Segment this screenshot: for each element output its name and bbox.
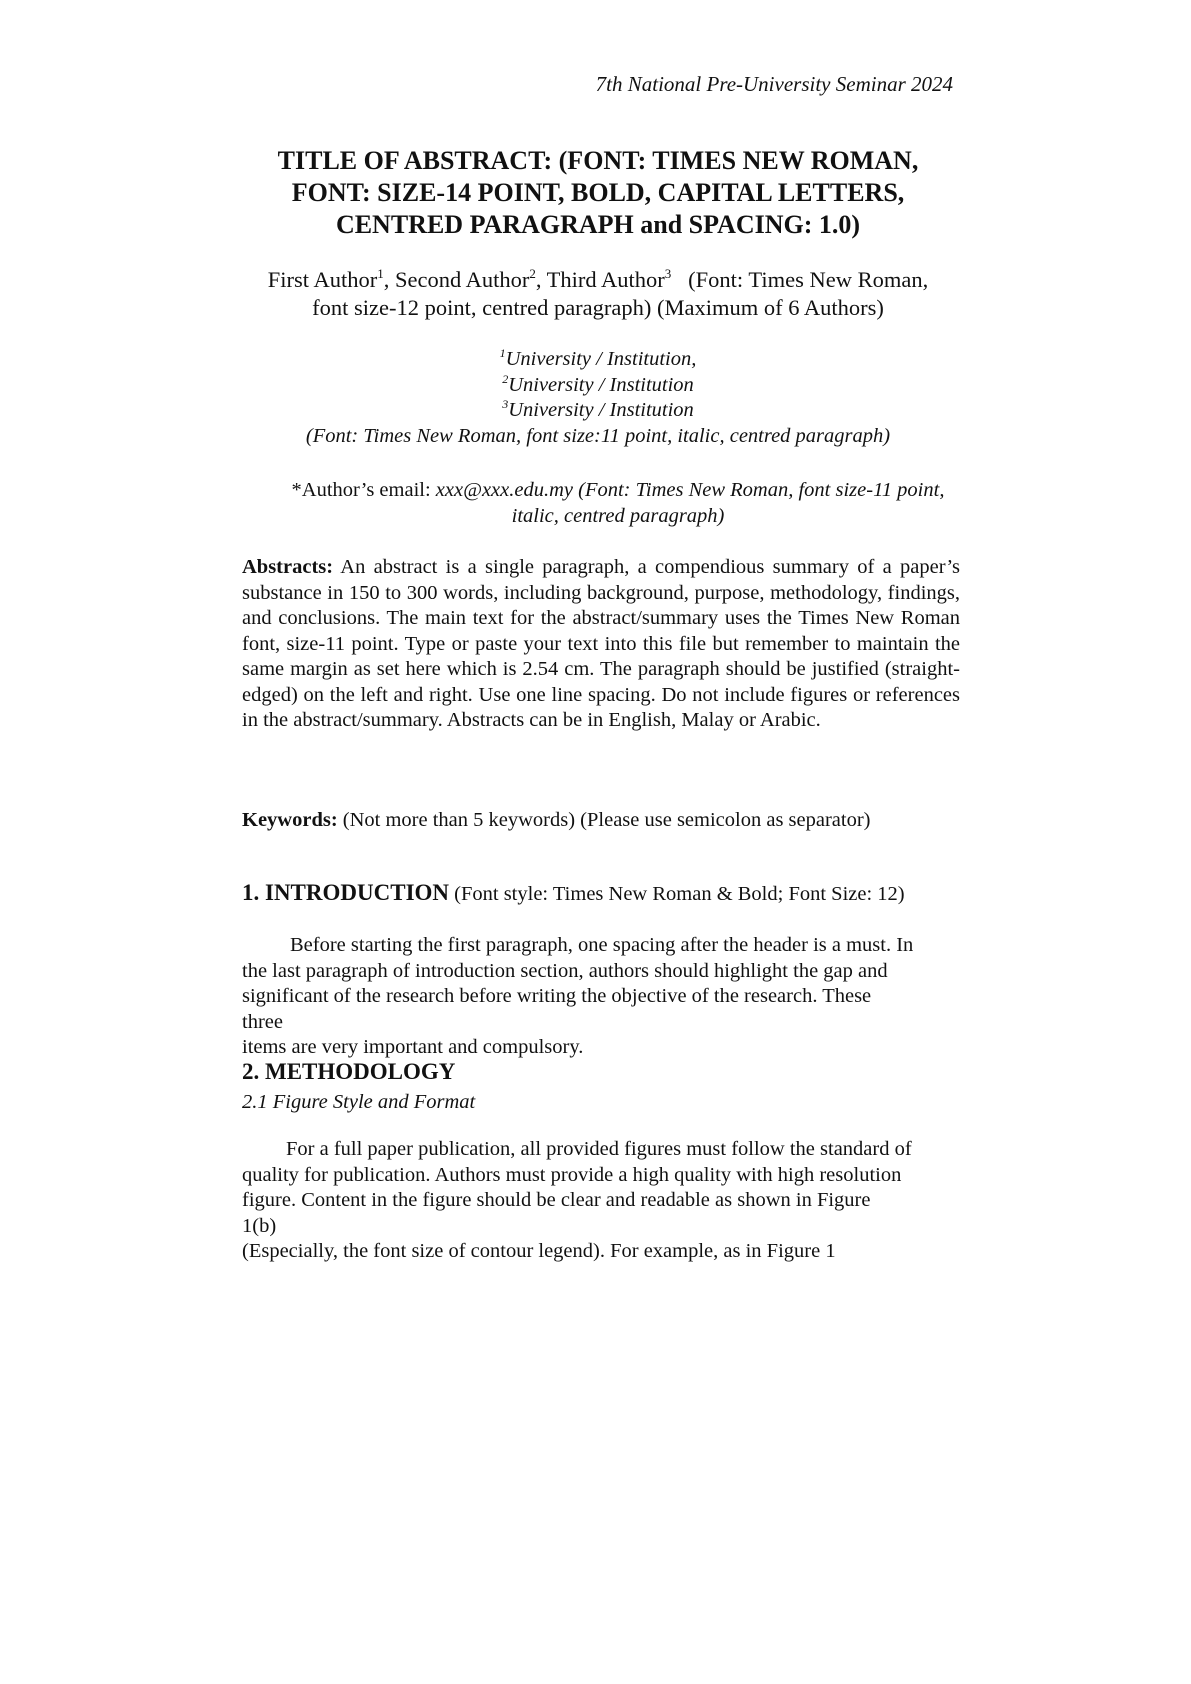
affiliation-item [240,347,956,373]
introduction-heading [242,879,960,908]
figure-style-subheading: 2.1 Figure Style and Format [242,1091,476,1113]
author-note-line: font size-12 point, centred paragraph) (Maximum of 6 Authors) [312,295,884,320]
author-name: Second Author [394,267,530,292]
author-name: Third Author [546,267,665,292]
affiliation-note: (Font: Times New Roman, font size:11 point, italic, centred paragraph) [305,424,891,447]
affiliation-item [240,373,956,399]
heading-note: (Font style: Times New Roman & Bold; Font Size: 12) [454,883,905,905]
paragraph-line: three [242,1010,283,1033]
methodology-heading: 2. METHODOLOGY [242,1059,456,1084]
seminar-header: 7th National Pre-University Seminar 2024 [595,72,953,96]
paragraph-line: Before starting the first paragraph, one spacing after the header is a must. In [290,934,914,956]
author-note: (Font: Times New Roman, [688,267,929,292]
title-line: TITLE OF ABSTRACT: (FONT: TIMES NEW ROMAN, [277,146,919,175]
paragraph-line: figure. Content in the figure should be clear and readable as shown in Figure [242,1189,871,1211]
abstract-paragraph [242,555,960,734]
abstract-text: An abstract is a single paragraph, a compendious summary of a paper’s substance in 150 to 300 words, including background, purpose, methodology, findings, and conclusions. The main text for the abstract/summary uses the Times New Roman font, size-11 point. Type or paste your text into this file but remember to maintain the same margin as set here which is 2.54 cm. The paragraph should be justified (straight-edged) on the left and right. Use one line spacing. Do not include figures or references in the abstract/summary. Abstracts can be in English, Malay or Arabic. [242,556,960,731]
keywords-text: (Not more than 5 keywords) (Please use semicolon as separator) [342,809,871,831]
section-heading: 1. INTRODUCTION [242,880,450,905]
affiliation-item [240,398,956,424]
author-list [220,266,976,322]
email-line [240,503,996,529]
email-value-cont: italic, centred paragraph) [511,505,725,527]
author-superscript: 3 [664,266,672,281]
keywords-line [242,807,960,833]
author-superscript: 1 [377,266,384,281]
paragraph-line: quality for publication. Authors must provide a high quality with high resolution [242,1163,902,1186]
affiliation-superscript: 2 [502,371,509,386]
affiliation-text: University / Institution [508,399,694,421]
email-line [240,477,996,503]
author-separator: , [383,267,395,292]
paragraph-line: (Especially, the font size of contour legend). For example, as in Figure 1 [242,1240,836,1262]
email-value: xxx@xxx.edu.my (Font: Times New Roman, font size-11 point, [435,479,945,501]
introduction-paragraph [242,933,970,1061]
affiliation-superscript: 3 [502,397,509,411]
title-line: FONT: SIZE-14 POINT, BOLD, CAPITAL LETTERS, [291,178,905,207]
affiliations [240,347,956,449]
keywords-label: Keywords: [242,809,338,831]
title-line: CENTRED PARAGRAPH and SPACING: 1.0) [335,210,861,239]
author-superscript: 2 [529,266,536,281]
author-email [240,477,996,529]
paragraph-line: items are very important and compulsory. [242,1036,584,1058]
authors-line [220,266,976,294]
abstract-label: Abstracts: [242,556,334,578]
affiliation-text: University / Institution [508,373,694,396]
paper-title [240,145,956,241]
author-separator: , [535,267,547,292]
email-label: *Author’s email: [291,479,436,501]
affiliation-superscript: 1 [499,346,506,360]
paragraph-line: significant of the research before writing the objective of the research. These [242,985,872,1007]
author-name: First Author [267,267,378,292]
affiliation-text: University / Institution, [505,348,697,370]
paragraph-line: the last paragraph of introduction section, authors should highlight the gap and [242,959,888,982]
methodology-paragraph [242,1137,970,1265]
paragraph-line: For a full paper publication, all provided figures must follow the standard of [286,1138,912,1160]
paragraph-line: 1(b) [242,1214,277,1237]
